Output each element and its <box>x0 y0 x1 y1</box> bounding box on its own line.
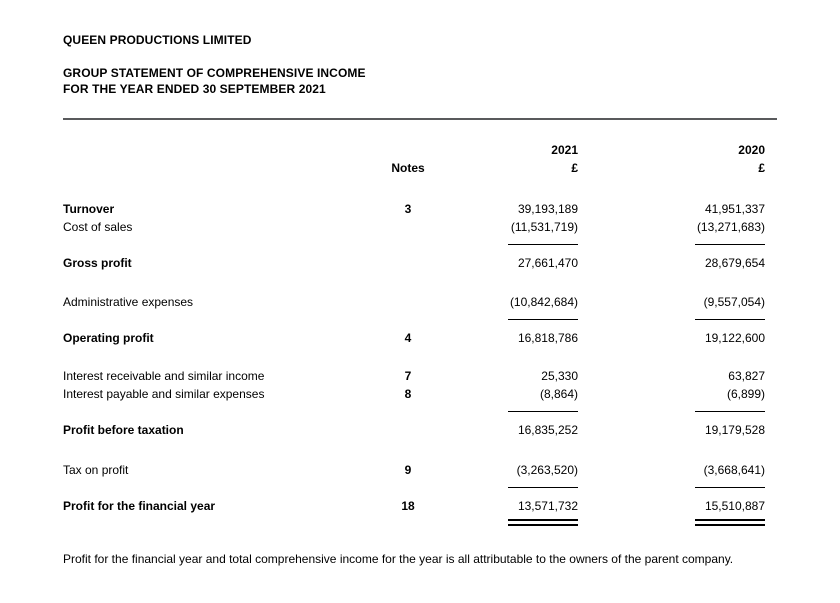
row-value-2021: (8,864) <box>539 387 578 401</box>
footer-note: Profit for the financial year and total comprehensive income for the year is all attributable to the owners of the parent company. <box>63 552 734 566</box>
row-value-2021: 13,571,732 <box>517 499 578 513</box>
row-value-2021: 16,818,786 <box>517 331 578 345</box>
row-note: 4 <box>404 331 412 345</box>
row-note: 18 <box>401 499 415 513</box>
subtotal-rule-row <box>63 311 777 329</box>
row-value-2020: 41,951,337 <box>704 202 765 216</box>
row-note <box>383 218 433 236</box>
spacer <box>63 272 777 293</box>
row-label: Operating profit <box>63 331 154 345</box>
income-statement-table <box>63 141 777 533</box>
row-value-2021: 25,330 <box>541 369 578 383</box>
subtotal-rule-row <box>63 236 777 254</box>
row-label: Turnover <box>63 202 115 216</box>
row-administrative-expenses <box>63 293 777 311</box>
column-header-2021: 2021 <box>551 143 578 157</box>
currency-symbol-2020: £ <box>758 161 765 175</box>
column-header-notes: Notes <box>391 161 425 175</box>
row-value-2021: (3,263,520) <box>516 463 578 477</box>
row-value-2021: 39,193,189 <box>517 202 578 216</box>
row-value-2020: 19,179,528 <box>704 423 765 437</box>
table-header-years <box>63 141 777 159</box>
subtotal-underline-2020 <box>695 487 765 488</box>
row-label: Profit before taxation <box>63 423 184 437</box>
row-value-2020: 28,679,654 <box>704 256 765 270</box>
row-value-2020: 19,122,600 <box>704 331 765 345</box>
company-name: QUEEN PRODUCTIONS LIMITED <box>63 33 252 47</box>
row-label: Cost of sales <box>63 220 133 234</box>
total-double-underline-2021 <box>508 519 578 526</box>
row-gross-profit <box>63 254 777 272</box>
spacer <box>63 347 777 367</box>
row-note <box>383 254 433 272</box>
row-value-2021: 16,835,252 <box>517 423 578 437</box>
subtotal-underline-2021 <box>508 411 578 412</box>
row-value-2021: (11,531,719) <box>510 220 578 234</box>
row-value-2020: (9,557,054) <box>703 295 765 309</box>
row-interest-payable <box>63 385 777 403</box>
row-value-2020: (13,271,683) <box>696 220 765 234</box>
row-value-2020: 63,827 <box>728 369 765 383</box>
row-label: Profit for the financial year <box>63 499 216 513</box>
row-operating-profit <box>63 329 777 347</box>
spacer <box>63 177 777 200</box>
header-divider-rule <box>63 118 777 120</box>
row-note: 7 <box>404 369 412 383</box>
row-profit-before-taxation <box>63 421 777 439</box>
statement-title-line1: GROUP STATEMENT OF COMPREHENSIVE INCOME <box>63 66 366 80</box>
row-note: 9 <box>404 463 412 477</box>
subtotal-underline-2020 <box>695 319 765 320</box>
subtotal-underline-2021 <box>508 319 578 320</box>
row-tax-on-profit <box>63 461 777 479</box>
row-value-2020: 15,510,887 <box>704 499 765 513</box>
total-rule-row <box>63 515 777 533</box>
row-value-2021: (10,842,684) <box>509 295 578 309</box>
row-note: 3 <box>404 202 412 216</box>
row-turnover <box>63 200 777 218</box>
row-cost-of-sales <box>63 218 777 236</box>
subtotal-rule-row <box>63 403 777 421</box>
row-note <box>383 293 433 311</box>
row-label: Interest receivable and similar income <box>63 369 265 383</box>
subtotal-underline-2020 <box>695 244 765 245</box>
spacer <box>63 439 777 461</box>
table-header-notes-currency <box>63 159 777 177</box>
subtotal-underline-2021 <box>508 244 578 245</box>
row-label: Interest payable and similar expenses <box>63 387 265 401</box>
statement-title-line2: FOR THE YEAR ENDED 30 SEPTEMBER 2021 <box>63 82 326 96</box>
page-content <box>63 0 777 568</box>
column-header-2020: 2020 <box>738 143 765 157</box>
row-note <box>383 421 433 439</box>
row-interest-receivable <box>63 367 777 385</box>
row-value-2020: (6,899) <box>726 387 765 401</box>
row-label: Administrative expenses <box>63 295 194 309</box>
row-label: Gross profit <box>63 256 132 270</box>
row-value-2021: 27,661,470 <box>517 256 578 270</box>
subtotal-underline-2020 <box>695 411 765 412</box>
row-value-2020: (3,668,641) <box>703 463 765 477</box>
statement-title <box>63 65 777 97</box>
row-label: Tax on profit <box>63 463 129 477</box>
total-double-underline-2020 <box>695 519 765 526</box>
subtotal-underline-2021 <box>508 487 578 488</box>
row-profit-for-financial-year <box>63 497 777 515</box>
row-note: 8 <box>404 387 412 401</box>
subtotal-rule-row <box>63 479 777 497</box>
currency-symbol-2021: £ <box>571 161 578 175</box>
